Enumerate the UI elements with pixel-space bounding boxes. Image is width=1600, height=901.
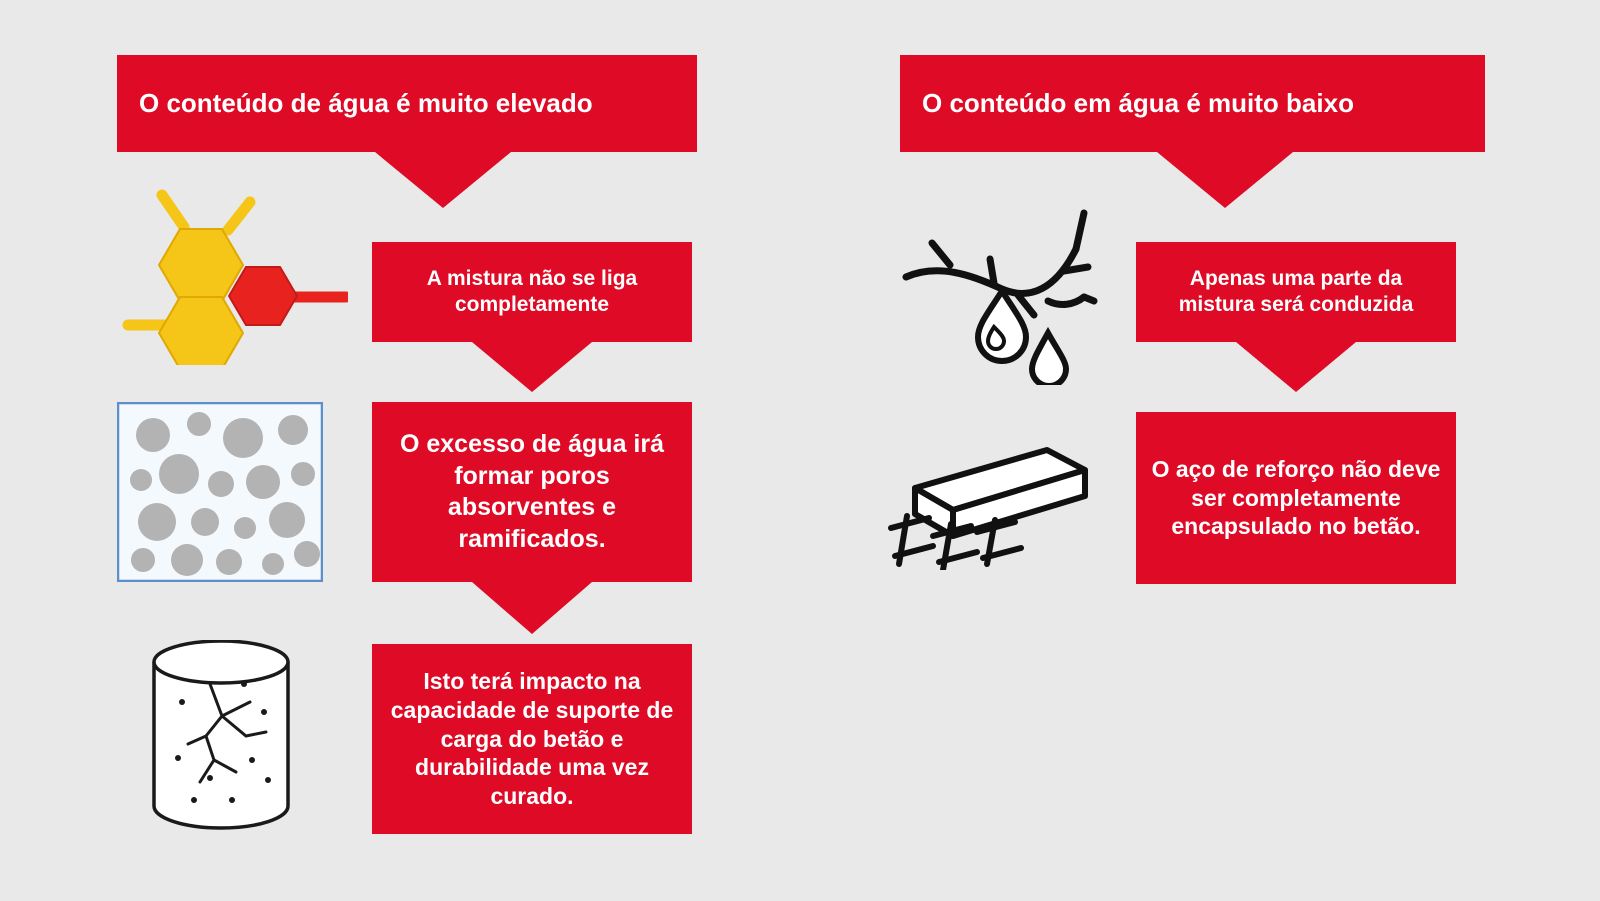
left-header-label: O conteúdo de água é muito elevado bbox=[139, 88, 593, 119]
right-header-arrow bbox=[1157, 152, 1293, 208]
left-step-2-box bbox=[372, 402, 692, 582]
left-step-1-label: A mistura não se liga completamente bbox=[426, 266, 638, 316]
left-step-2-arrow bbox=[472, 582, 592, 634]
left-step-1-arrow bbox=[472, 342, 592, 392]
right-step-1-box bbox=[1136, 242, 1456, 342]
left-step-3-label: Isto terá impacto na capacidade de suporte de carga do betão e durabilidade uma vez curado. bbox=[390, 667, 674, 810]
right-header-label: O conteúdo em água é muito baixo bbox=[922, 88, 1354, 119]
left-step-3-box bbox=[372, 644, 692, 834]
rebar-slab-icon bbox=[885, 440, 1095, 570]
right-step-2-label: O aço de reforço não deve ser completamente encapsulado no betão. bbox=[1151, 455, 1441, 540]
cracked-cylinder-icon bbox=[148, 640, 294, 830]
left-step-2-label: O excesso de água irá formar poros absorventes e ramificados. bbox=[399, 430, 665, 553]
right-step-1-arrow bbox=[1236, 342, 1356, 392]
dry-branch-droplet-icon bbox=[898, 205, 1108, 385]
honeycomb-icon bbox=[118, 185, 348, 365]
porous-concrete-icon bbox=[117, 402, 323, 582]
right-header-banner bbox=[900, 55, 1485, 152]
right-step-1-label: Apenas uma parte da mistura será conduzida bbox=[1178, 266, 1414, 316]
left-header-banner bbox=[117, 55, 697, 152]
left-step-1-box bbox=[372, 242, 692, 342]
right-step-2-box bbox=[1136, 412, 1456, 584]
left-header-arrow bbox=[375, 152, 511, 208]
